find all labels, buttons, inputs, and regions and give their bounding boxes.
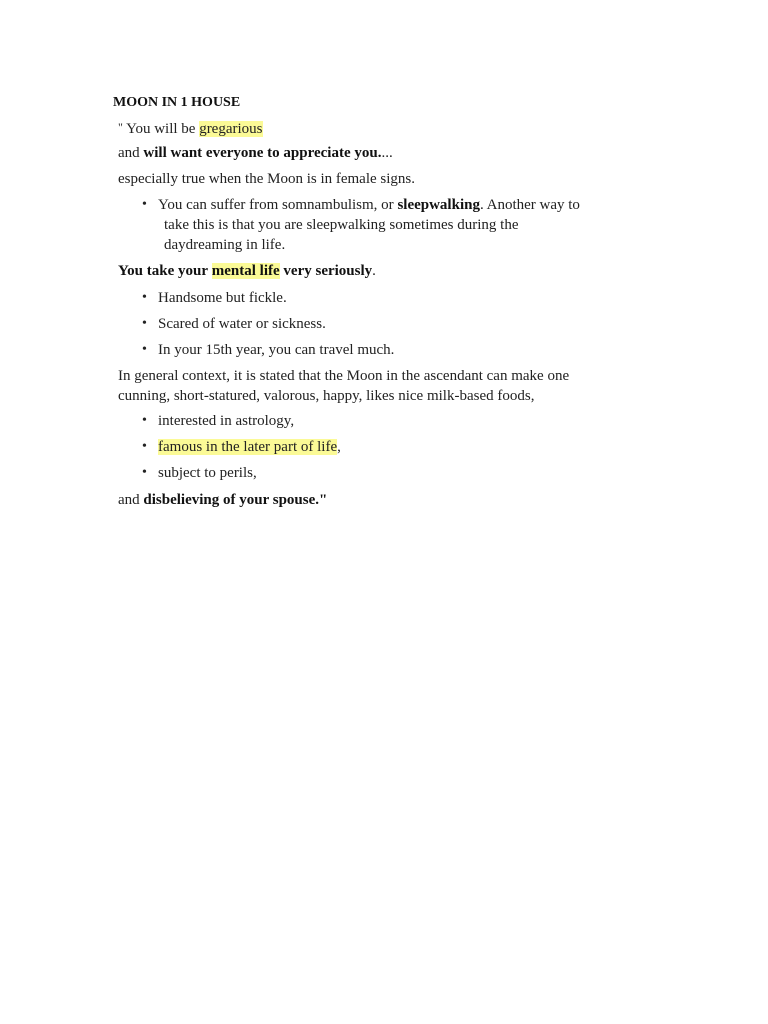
highlighted-text: mental life xyxy=(211,263,280,279)
paragraph-spouse xyxy=(118,490,327,510)
ellipsis: ... xyxy=(381,145,393,161)
paragraph-gregarious xyxy=(118,117,263,139)
bullet-glyph: • xyxy=(142,439,147,454)
list-item-text: In your 15th year, you can travel much. xyxy=(158,342,395,358)
paragraph-appreciate xyxy=(118,143,393,163)
paragraph-female-signs: especially true when the Moon is in female signs. xyxy=(118,171,416,187)
bullet-glyph: • xyxy=(142,413,147,428)
paragraph-general-context: In general context, it is stated that the Moon in the ascendant can make one xyxy=(118,368,570,384)
period: . xyxy=(372,263,376,279)
paragraph-mental-life xyxy=(118,261,376,281)
section-heading: MOON IN 1 HOUSE xyxy=(113,95,241,110)
bold-text: You take your xyxy=(118,263,209,279)
bullet-glyph: • xyxy=(142,342,147,357)
comma: , xyxy=(337,439,341,455)
paragraph-text: and xyxy=(118,492,140,508)
list-item-text: interested in astrology, xyxy=(158,413,295,429)
list-item-text: Scared of water or sickness. xyxy=(158,316,326,332)
list-item-text: subject to perils, xyxy=(158,465,257,481)
bullet-glyph: • xyxy=(142,290,147,305)
open-quote: " xyxy=(118,120,123,134)
bold-text: will want everyone to appreciate you. xyxy=(143,145,382,161)
bold-text: very seriously xyxy=(283,263,373,279)
list-item-text xyxy=(158,437,341,457)
list-item-tail: . Another way to xyxy=(479,197,580,213)
list-item-text xyxy=(158,195,580,215)
paragraph-text: You will be xyxy=(126,121,196,137)
list-item-continuation: daydreaming in life. xyxy=(164,237,286,253)
list-item-text: Handsome but fickle. xyxy=(158,290,287,306)
bullet-glyph: • xyxy=(142,197,147,212)
paragraph-general-context-continuation: cunning, short-statured, valorous, happy, likes nice milk-based foods, xyxy=(118,388,535,404)
bold-text: disbelieving of your spouse." xyxy=(143,492,328,508)
paragraph-text: and xyxy=(118,145,140,161)
list-item-continuation: take this is that you are sleepwalking sometimes during the xyxy=(164,217,519,233)
bold-text: sleepwalking xyxy=(397,197,480,213)
list-item-lead: You can suffer from somnambulism, or xyxy=(158,197,394,213)
highlighted-text: famous in the later part of life xyxy=(158,439,338,455)
bullet-glyph: • xyxy=(142,465,147,480)
highlighted-text: gregarious xyxy=(199,121,263,137)
bullet-glyph: • xyxy=(142,316,147,331)
